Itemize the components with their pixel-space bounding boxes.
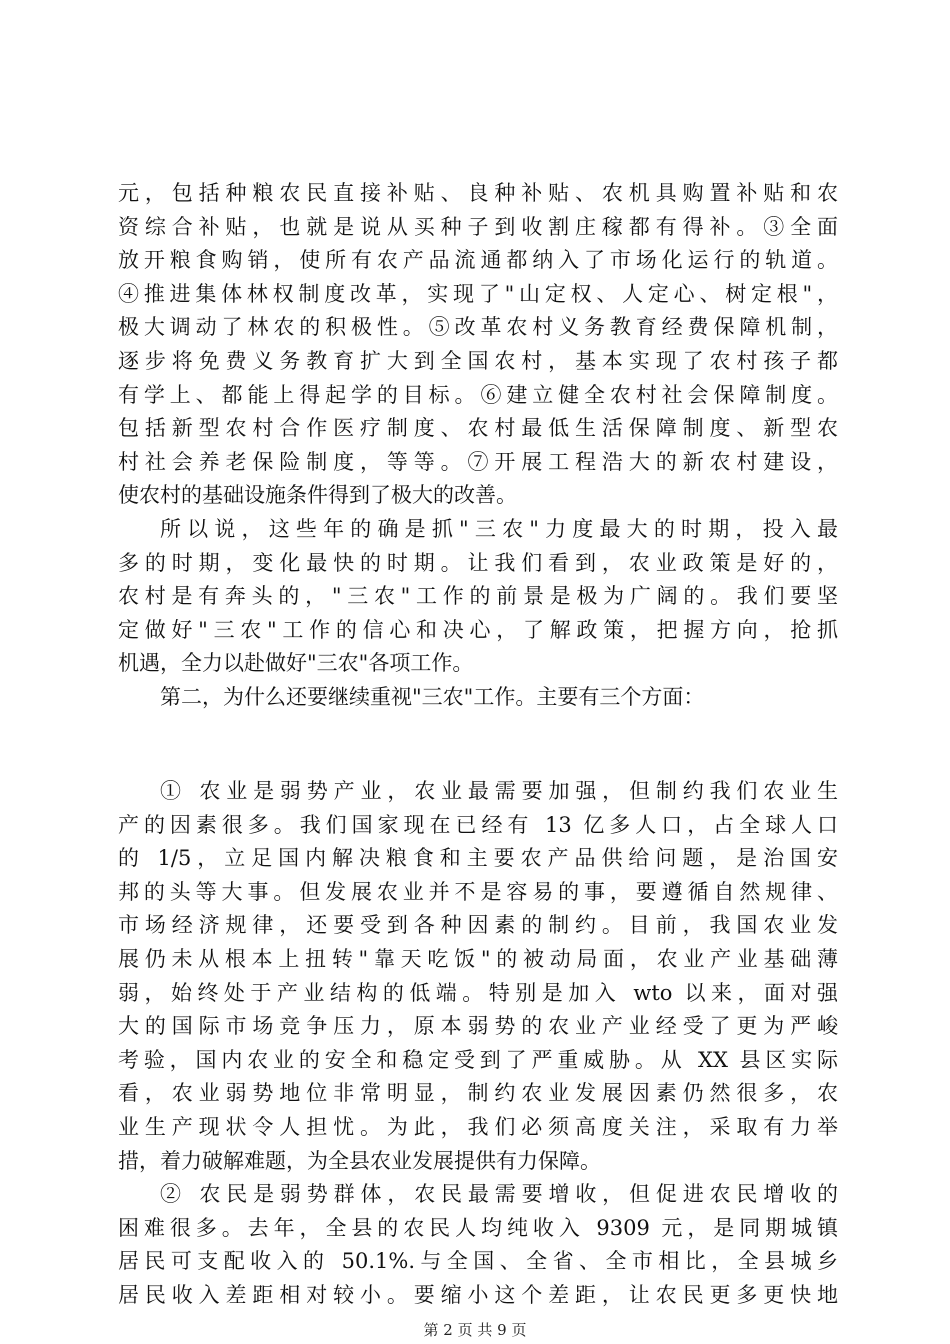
page-number-footer: 第 2 页 共 9 页 — [423, 1321, 527, 1339]
text-line: 包括新型农村合作医疗制度、农村最低生活保障制度、新型农 — [118, 416, 838, 440]
text-line: 有学上、都能上得起学的目标。⑥建立健全农村社会保障制度。 — [118, 383, 838, 407]
text-line: 居民可支配收入的 50.1%.与全国、全省、全市相比，全县城乡 — [118, 1249, 838, 1273]
text-line: 使农村的基础设施条件得到了极大的改善。 — [118, 483, 517, 507]
text-line: 困难很多。去年，全县的农民人均纯收入 9309 元，是同期城镇 — [118, 1216, 838, 1240]
text-line: 资综合补贴，也就是说从买种子到收割庄稼都有得补。③全面 — [118, 215, 838, 239]
paragraph-first-line: ② 农民是弱势群体，农民最需要增收，但促进农民增收的 — [160, 1182, 838, 1206]
text-line: ④推进集体林权制度改革，实现了"山定权、人定心、树定根"， — [118, 282, 838, 306]
text-line: 产的因素很多。我们国家现在已经有 13 亿多人口，占全球人口 — [118, 813, 838, 837]
text-line: 业生产现状令人担忧。为此，我们必须高度关注，采取有力举 — [118, 1115, 838, 1139]
text-line: 弱，始终处于产业结构的低端。特别是加入 wto 以来，面对强 — [118, 981, 838, 1005]
text-line: 居民收入差距相对较小。要缩小这个差距，让农民更多更快地 — [118, 1283, 838, 1307]
text-line: 市场经济规律，还要受到各种因素的制约。目前，我国农业发 — [118, 913, 838, 937]
text-line: 考验，国内农业的安全和稳定受到了严重威胁。从 XX 县区实际 — [118, 1048, 838, 1072]
paragraph-first-line: ① 农业是弱势产业，农业最需要加强，但制约我们农业生 — [160, 779, 838, 803]
text-line: 机遇，全力以赴做好"三农"各项工作。 — [118, 651, 474, 675]
text-line: 措，着力破解难题，为全县农业发展提供有力保障。 — [118, 1149, 601, 1173]
text-line: 极大调动了林农的积极性。⑤改革农村义务教育经费保障机制， — [118, 315, 838, 339]
text-line: 逐步将免费义务教育扩大到全国农村，基本实现了农村孩子都 — [118, 349, 838, 373]
text-line: 多的时期，变化最快的时期。让我们看到，农业政策是好的， — [118, 551, 838, 575]
text-line: 农村是有奔头的，"三农"工作的前景是极为广阔的。我们要坚 — [118, 584, 838, 608]
text-line: 展仍未从根本上扭转"靠天吃饭"的被动局面，农业产业基础薄 — [118, 947, 838, 971]
text-line: 定做好"三农"工作的信心和决心，了解政策，把握方向，抢抓 — [118, 618, 838, 642]
text-line: 的 1/5，立足国内解决粮食和主要农产品供给问题，是治国安 — [118, 846, 838, 870]
text-line: 邦的头等大事。但发展农业并不是容易的事，要遵循自然规律、 — [118, 880, 838, 904]
paragraph-first-line: 所以说，这些年的确是抓"三农"力度最大的时期，投入最 — [160, 517, 838, 541]
section-heading: 第二，为什么还要继续重视"三农"工作。主要有三个方面： — [160, 685, 705, 709]
text-line: 大的国际市场竞争压力，原本弱势的农业产业经受了更为严峻 — [118, 1014, 838, 1038]
text-line: 村社会养老保险制度，等等。⑦开展工程浩大的新农村建设， — [118, 450, 838, 474]
text-line: 看，农业弱势地位非常明显，制约农业发展因素仍然很多，农 — [118, 1081, 838, 1105]
text-line: 元，包括种粮农民直接补贴、良种补贴、农机具购置补贴和农 — [118, 181, 838, 205]
text-line: 放开粮食购销，使所有农产品流通都纳入了市场化运行的轨道。 — [118, 248, 838, 272]
